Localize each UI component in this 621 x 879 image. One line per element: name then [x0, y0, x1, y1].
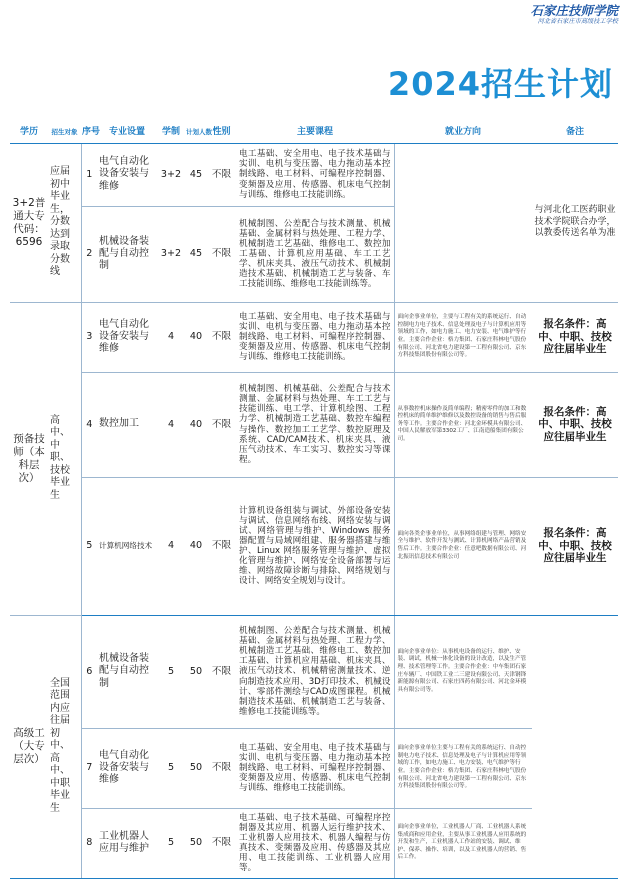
col-note: 备注 — [532, 121, 618, 143]
row-major: 数控加工 — [97, 372, 157, 477]
table-row — [10, 302, 618, 372]
row-gender: 不限 — [207, 206, 236, 302]
row-major: 计算机网络技术 — [97, 477, 157, 615]
target-cell: 应届初中毕业生，分数达到录取分数线 — [48, 143, 81, 302]
row-plan: 40 — [185, 477, 207, 615]
col-edu: 学历 — [10, 121, 48, 143]
row-no: 5 — [81, 477, 97, 615]
col-employment: 就业方向 — [394, 121, 532, 143]
school-subtitle: 河北省石家庄市高级技工学校 — [537, 18, 618, 25]
row-plan: 50 — [185, 808, 207, 878]
row-plan: 40 — [185, 372, 207, 477]
school-logo — [490, 3, 618, 26]
row-major: 电气自动化设备安装与维修 — [97, 728, 157, 808]
row-employment: 面向企事业单位主要与工程有关的系统运行、自动控制电力电子技术、信息处理及电子与计算机应用等领域的工作，如电力施工、电力安装、电气维护等行业。主要合作企业：格力集团、石家庄科林电气股份有限公司、河北省电力建设第一工程有限公司、京东方科技集团股份有限公司等。 — [394, 728, 532, 808]
edu-cell: 高级工（大专层次） — [10, 615, 48, 878]
edu-cell: 3+2普通大专代码：6596 — [10, 143, 48, 302]
row-employment: 面向企事业单位，主要与工程有关的系统运行、自动控制电力电子技术、信息处理及电子与计算机应用等领域的工作，如电力施工、电力安装、电气维护等行业。主要合作企业：格力集团、石家庄科林电气股份有限公司、河北省电力建设第一工程有限公司、京东方科技集团股份有限公司等。 — [394, 302, 532, 372]
col-plan: 计划人数 — [185, 121, 207, 143]
row-plan: 50 — [185, 615, 207, 728]
col-target: 招生对象 — [48, 121, 81, 143]
row-course: 电工基础、安全用电、电子技术基础与实训、电机与变压器、电力拖动基本控制线路、电工材料、可编程序控制器、变频器及应用、传感器、机床电气控制与训练、维修电工技能训练。 — [236, 302, 394, 372]
row-plan: 45 — [185, 206, 207, 302]
row-years: 3+2 — [157, 206, 185, 302]
target-cell: 高中、中职、技校毕业生 — [48, 302, 81, 615]
row-course: 机械制图、公差配合与技术测量、机械基础、金属材料与热处理、工程力学、机械制造工艺基础、维修电工、数控加工基础、计算机应用基础、车工工艺学、机床夹具、液压气动技术、机械制造技术基础、机械制造工艺与装备、车工技能训练、维修电工技能训练等。 — [236, 206, 394, 302]
row-gender: 不限 — [207, 728, 236, 808]
row-plan: 40 — [185, 302, 207, 372]
row-gender: 不限 — [207, 372, 236, 477]
row-years: 4 — [157, 302, 185, 372]
table-row — [10, 808, 618, 878]
col-no: 序号 — [81, 121, 97, 143]
row-gender: 不限 — [207, 477, 236, 615]
row-employment: 从事数控机床操作及简单编程；精密零件的加工和数控机床的简单维护维修以及数控设备的销售与售后服务等工作。主要合作企业：河北金环模具有限公司、中国人民解放军第3302工厂、江南造船集团有限公司。 — [394, 372, 532, 477]
school-name: 石家庄技师学院 — [530, 3, 618, 18]
enrollment-table — [10, 121, 618, 879]
row-plan: 45 — [185, 143, 207, 206]
row-employment: 面向企事业单位：从事机电设备的运行、维护、安装、调试，机械一体化设备的设计改造，以及生产管理、技术管理等工作。主要合作企业：中车集团石家庄车辆厂、中国铁工业二三建设有限公司、天津钢锋新能源有限公司、石家庄四药有限公司、河北金环模具有限公司等。 — [394, 615, 532, 728]
row-years: 5 — [157, 615, 185, 728]
row-course: 机械制图、公差配合与技术测量、机械基础、金属材料与热处理、工程力学、机械制造工艺基础、维修电工、数控加工基础、计算机应用基础、机床夹具、液压气动技术、机械精密测量技术、逆向制造技术应用、3D打印技术、机械设计、零部件测绘与CAD成图课程。机械制造技术基础、机械制造工艺与装备、维修电工技能训练等。 — [236, 615, 394, 728]
col-gender: 性别 — [207, 121, 236, 143]
row-no: 1 — [81, 143, 97, 206]
row-years: 3+2 — [157, 143, 185, 206]
col-major: 专业设置 — [97, 121, 157, 143]
row-employment — [394, 143, 532, 302]
row-course: 电工基础、电子技术基础、可编程序控制器及其应用、机器人运行维护技术、工业机器人应用技术、机器人编程与仿真技术、变频器及应用、传感器及其应用、电工技能训练、工业机器人应用等。 — [236, 808, 394, 878]
row-gender: 不限 — [207, 302, 236, 372]
table-row — [10, 143, 618, 206]
page-title: 2024招生计划 — [387, 65, 613, 103]
row-course: 机械制图、机械基础、公差配合与技术测量、金属材料与热处理、车工工艺与技能训练、电工学、计算机绘图、工程力学、机械制造工艺基础、数控车编程与操作、数控加工工艺学、数控原理及系统、CAD/CAM技术、机床夹具、液压气动技术、车工实习、数控实习等课程。 — [236, 372, 394, 477]
row-plan: 50 — [185, 728, 207, 808]
table-row — [10, 477, 618, 615]
row-gender: 不限 — [207, 615, 236, 728]
target-cell: 全国范围内应往届初中、高中、中职毕业生 — [48, 615, 81, 878]
row-no: 6 — [81, 615, 97, 728]
row-no: 2 — [81, 206, 97, 302]
header-row — [10, 121, 618, 143]
row-major: 机械设备装配与自动控制 — [97, 206, 157, 302]
col-years: 学制 — [157, 121, 185, 143]
note-cell: 与河北化工医药职业技术学院联合办学，以教委传送名单为准 — [532, 143, 618, 302]
row-course: 电工基础、安全用电、电子技术基础与实训、电机与变压器、电力拖动基本控制线路、电工材料、可编程序控制器、变频器及应用、传感器、机床电气控制与训练、维修电工技能训练。 — [236, 728, 394, 808]
note-cell-empty — [532, 615, 618, 878]
table-row — [10, 728, 618, 808]
note-cell: 报名条件：高中、中职、技校应往届毕业生 — [532, 372, 618, 477]
row-employment: 面向各类企事业单位，从事网络组建与管理、网络安全与维护、软件开发与测试、计算机网络产品营销及售后工作。主要合作企业：任意吧数据有限公司、河北振讯信息技术有限公司 — [394, 477, 532, 615]
row-years: 4 — [157, 372, 185, 477]
col-course: 主要课程 — [236, 121, 394, 143]
row-gender: 不限 — [207, 143, 236, 206]
row-no: 8 — [81, 808, 97, 878]
row-no: 4 — [81, 372, 97, 477]
row-years: 5 — [157, 808, 185, 878]
row-major: 电气自动化设备安装与维修 — [97, 143, 157, 206]
row-gender: 不限 — [207, 808, 236, 878]
row-course: 电工基础、安全用电、电子技术基础与实训、电机与变压器、电力拖动基本控制线路、电工材料、可编程序控制器、变频器及应用、传感器、机床电气控制与训练、维修电工技能训练。 — [236, 143, 394, 206]
table-row — [10, 615, 618, 728]
edu-cell: 预备技师（本科层次） — [10, 302, 48, 615]
row-no: 3 — [81, 302, 97, 372]
note-cell: 报名条件：高中、中职、技校应往届毕业生 — [532, 302, 618, 372]
row-no: 7 — [81, 728, 97, 808]
table-row — [10, 372, 618, 477]
row-years: 4 — [157, 477, 185, 615]
row-years: 5 — [157, 728, 185, 808]
row-major: 机械设备装配与自动控制 — [97, 615, 157, 728]
note-cell: 报名条件：高中、中职、技校应往届毕业生 — [532, 477, 618, 615]
row-major: 工业机器人应用与维护 — [97, 808, 157, 878]
row-employment: 面向企事业单位，工业机器人厂商、工业机器人系统集成商和应用企业，主要从事工业机器人应用系统的开发和生产，工业机器人工作站的安装、调试、维护、保养、操作、培训，以及工业机器人的营销、售后工作。 — [394, 808, 532, 878]
row-major: 电气自动化设备安装与维修 — [97, 302, 157, 372]
row-course: 计算机设备组装与调试、外部设备安装与调试、信息网络布线、网络安装与调试、网络管理与维护、Windows 服务器配置与局域网组建、服务器搭建与维护、Linux 网络服务管理与维护、虚拟化管理与维护、网络安全设备部署与运维、网络故障诊断与排除、网络规划与设计、网络安全规划与设计。 — [236, 477, 394, 615]
